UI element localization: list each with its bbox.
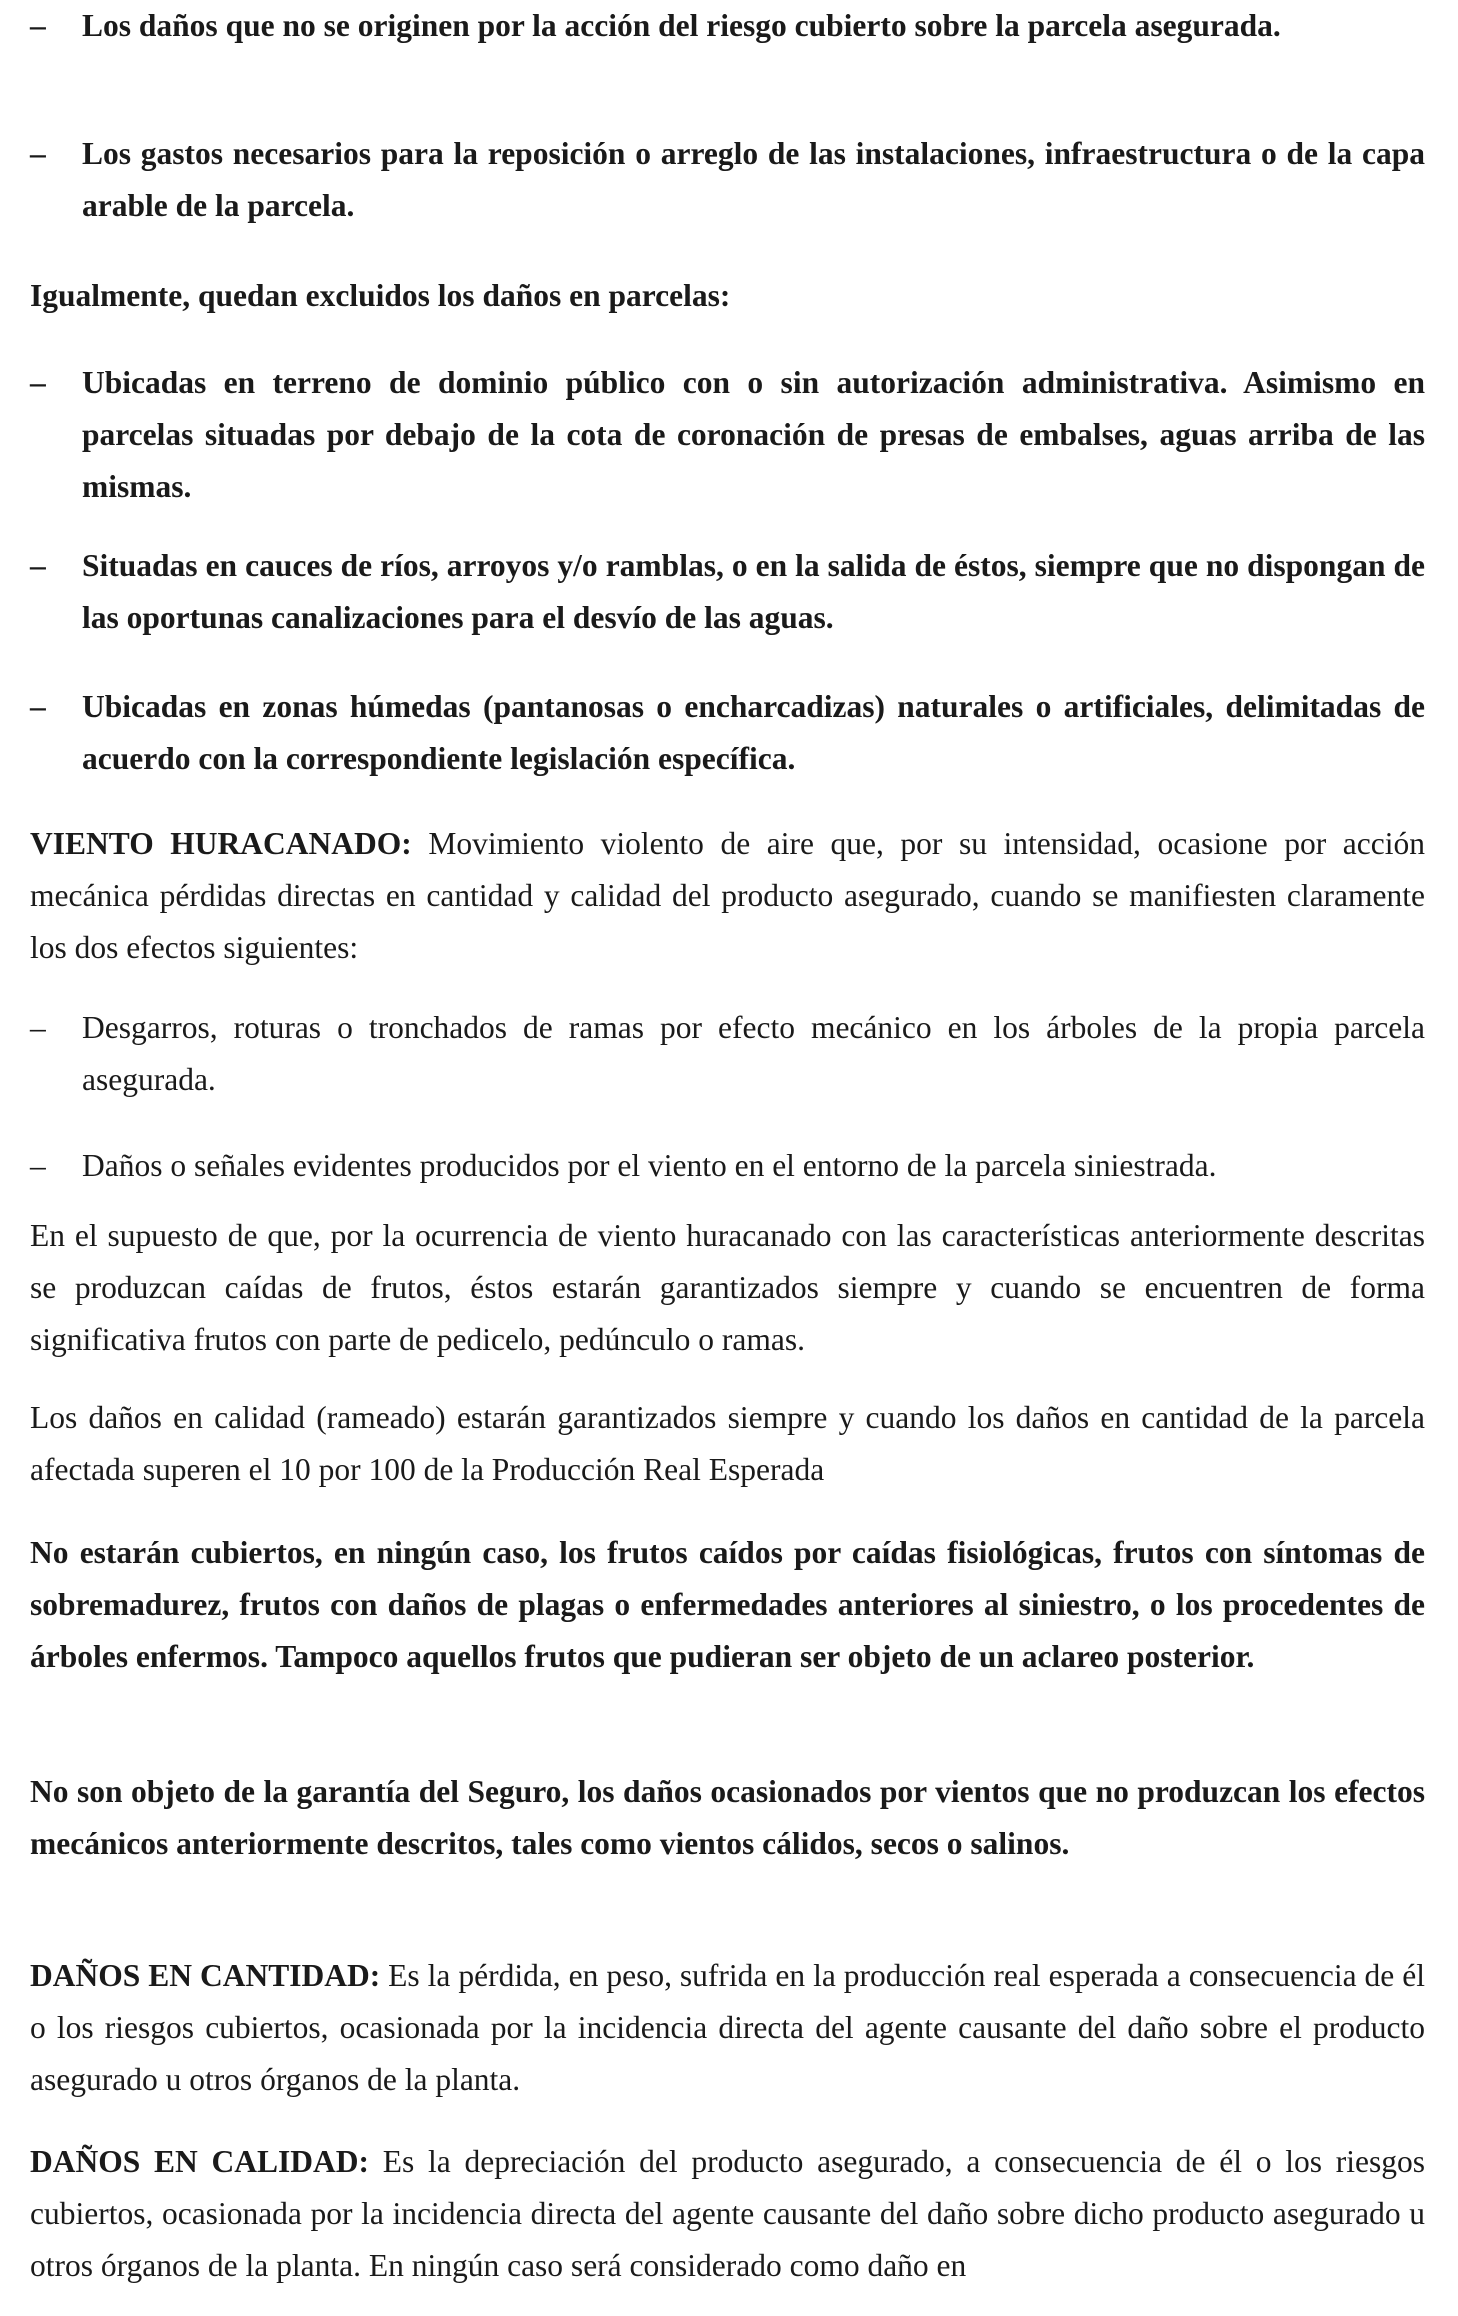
paragraph-rameado: Los daños en calidad (rameado) estarán garantizados siempre y cuando los daños en cantidad de la parcela afectada superen el 10 por 100 de la Producción Real Esperada xyxy=(30,1400,1425,1487)
danos-calidad-term: DAÑOS EN CALIDAD: xyxy=(30,2144,370,2179)
bullet-dash: – xyxy=(30,689,46,724)
danos-calidad-definition xyxy=(30,2136,1425,2292)
bullet-text: Desgarros, roturas o tronchados de ramas por efecto mecánico en los árboles de la propia parcela asegurada. xyxy=(82,1010,1425,1097)
danos-calidad-text: Es la depreciación del producto asegurado, a consecuencia de él o los riesgos cubiertos, ocasionada por la incidencia directa del agente causante del daño sobre dicho producto asegurado u otros órganos de la planta. En ningún caso será considerado como daño en xyxy=(30,2144,1426,2283)
danos-cantidad-definition xyxy=(30,1950,1425,2106)
bullet-dash: – xyxy=(30,365,46,400)
bullet-text: Ubicadas en terreno de dominio público con o sin autorización administrativa. Asimismo en parcelas situadas por debajo de la cota de coronación de presas de embalses, aguas arriba de las mismas. xyxy=(82,365,1425,504)
viento-term: VIENTO HURACANADO: xyxy=(30,826,412,861)
viento-text: Movimiento violento de aire que, por su intensidad, ocasione por acción mecánica pérdidas directas en cantidad y calidad del producto asegurado, cuando se manifiesten claramente los dos efectos siguientes: xyxy=(30,826,1425,965)
paragraph-caidas: En el supuesto de que, por la ocurrencia de viento huracanado con las características anteriormente descritas se produzcan caídas de frutos, éstos estarán garantizados siempre y cuando se encuentren de forma significativa frutos con parte de pedicelo, pedúnculo o ramas. xyxy=(30,1218,1425,1357)
bullet-item xyxy=(30,1002,1425,1106)
bullet-dash: – xyxy=(30,8,46,43)
bullet-text: Situadas en cauces de ríos, arroyos y/o ramblas, o en la salida de éstos, siempre que no dispongan de las oportunas canalizaciones para el desvío de las aguas. xyxy=(82,548,1425,635)
bullet-item xyxy=(30,1140,1425,1192)
excluded-intro: Igualmente, quedan excluidos los daños en parcelas: xyxy=(30,278,731,313)
bullet-text: Los gastos necesarios para la reposición o arreglo de las instalaciones, infraestructura o de la capa arable de la parcela. xyxy=(82,136,1425,223)
paragraph-no-objeto: No son objeto de la garantía del Seguro, los daños ocasionados por vientos que no produzcan los efectos mecánicos anteriormente descritos, tales como vientos cálidos, secos o salinos. xyxy=(30,1774,1425,1861)
viento-definition xyxy=(30,818,1425,974)
bullet-dash: – xyxy=(30,548,46,583)
bullet-item xyxy=(30,0,1425,52)
bullet-dash: – xyxy=(30,1010,46,1045)
danos-cantidad-text: Es la pérdida, en peso, sufrida en la producción real esperada a consecuencia de él o los riesgos cubiertos, ocasionada por la incidencia directa del agente causante del daño sobre el producto asegurado u otros órganos de la planta. xyxy=(30,1958,1425,2097)
bullet-text: Daños o señales evidentes producidos por el viento en el entorno de la parcela siniestrada. xyxy=(82,1148,1217,1183)
bullet-item xyxy=(30,357,1425,513)
bullet-item xyxy=(30,681,1425,785)
bullet-dash: – xyxy=(30,1148,46,1183)
bullet-text: Ubicadas en zonas húmedas (pantanosas o encharcadizas) naturales o artificiales, delimitadas de acuerdo con la correspondiente legislación específica. xyxy=(82,689,1425,776)
danos-cantidad-term: DAÑOS EN CANTIDAD: xyxy=(30,1958,381,1993)
bullet-dash: – xyxy=(30,136,46,171)
bullet-item xyxy=(30,128,1425,232)
bullet-text: Los daños que no se originen por la acción del riesgo cubierto sobre la parcela asegurada. xyxy=(82,8,1281,43)
bullet-item xyxy=(30,540,1425,644)
paragraph-no-cubiertos: No estarán cubiertos, en ningún caso, los frutos caídos por caídas fisiológicas, frutos con síntomas de sobremadurez, frutos con daños de plagas o enfermedades anteriores al siniestro, o los procedentes de árboles enfermos. Tampoco aquellos frutos que pudieran ser objeto de un aclareo posterior. xyxy=(30,1535,1425,1674)
